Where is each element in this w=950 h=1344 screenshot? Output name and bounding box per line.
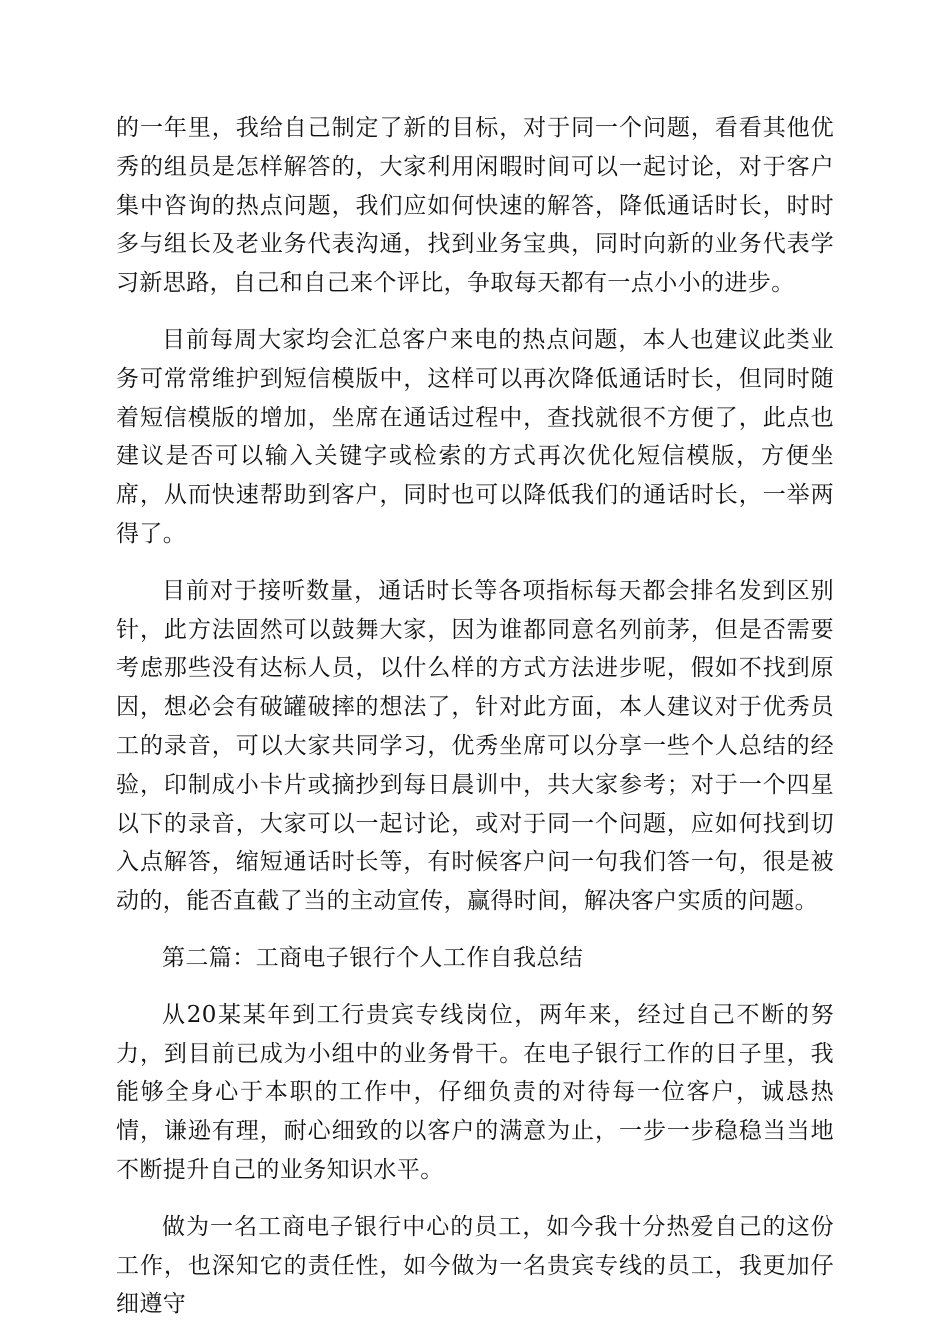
paragraph-responsibility: 做为一名工商电子银行中心的员工，如今我十分热爱自己的这份工作，也深知它的责任性，如今做为一名贵宾专线的员工，我更加仔细遵守: [116, 1213, 834, 1318]
document-body: [116, 109, 834, 1342]
paragraph-rankings: 目前对于接听数量，通话时长等各项指标每天都会排名发到区别针，此方法固然可以鼓舞大家，因为谁都同意名列前茅，但是否需要考虑那些没有达标人员，以什么样的方式方法进步呢，假如不找到原因，想必会有破罐破摔的想法了，针对此方面，本人建议对于优秀员工的录音，可以大家共同学习，优秀坐席可以分享一些个人总结的经验，印制成小卡片或摘抄到每日晨训中，共大家参考；对于一个四星以下的录音，大家可以一起讨论，或对于同一个问题，应如何找到切入点解答，缩短通话时长等，有时候客户问一句我们答一句，很是被动的，能否直截了当的主动宣传，赢得时间，解决客户实质的问题。: [116, 577, 834, 915]
paragraph-sms-templates: 目前每周大家均会汇总客户来电的热点问题，本人也建议此类业务可常常维护到短信模版中，这样可以再次降低通话时长，但同时随着短信模版的增加，坐席在通话过程中，查找就很不方便了，此点也建议是否可以输入关键字或检索的方式再次优化短信模版，方便坐席，从而快速帮助到客户，同时也可以降低我们的通话时长，一举两得了。: [116, 326, 834, 547]
section-heading: 第二篇：工商电子银行个人工作自我总结: [162, 944, 584, 971]
paragraph-goals: 的一年里，我给自己制定了新的目标，对于同一个问题，看看其他优秀的组员是怎样解答的，大家利用闲暇时间可以一起讨论，对于客户集中咨询的热点问题，我们应如何快速的解答，降低通话时长，时时多与组长及老业务代表沟通，找到业务宝典，同时向新的业务代表学习新思路，自己和自己来个评比，争取每天都有一点小小的进步。: [116, 115, 834, 297]
paragraph-career: 从20某某年到工行贵宾专线岗位，两年来，经过自己不断的努力，到目前已成为小组中的业务骨干。在电子银行工作的日子里，我能够全身心于本职的工作中，仔细负责的对待每一位客户，诚恳热情，谦逊有理，耐心细致的以客户的满意为止，一步一步稳稳当当地不断提升自己的业务知识水平。: [116, 1001, 834, 1183]
